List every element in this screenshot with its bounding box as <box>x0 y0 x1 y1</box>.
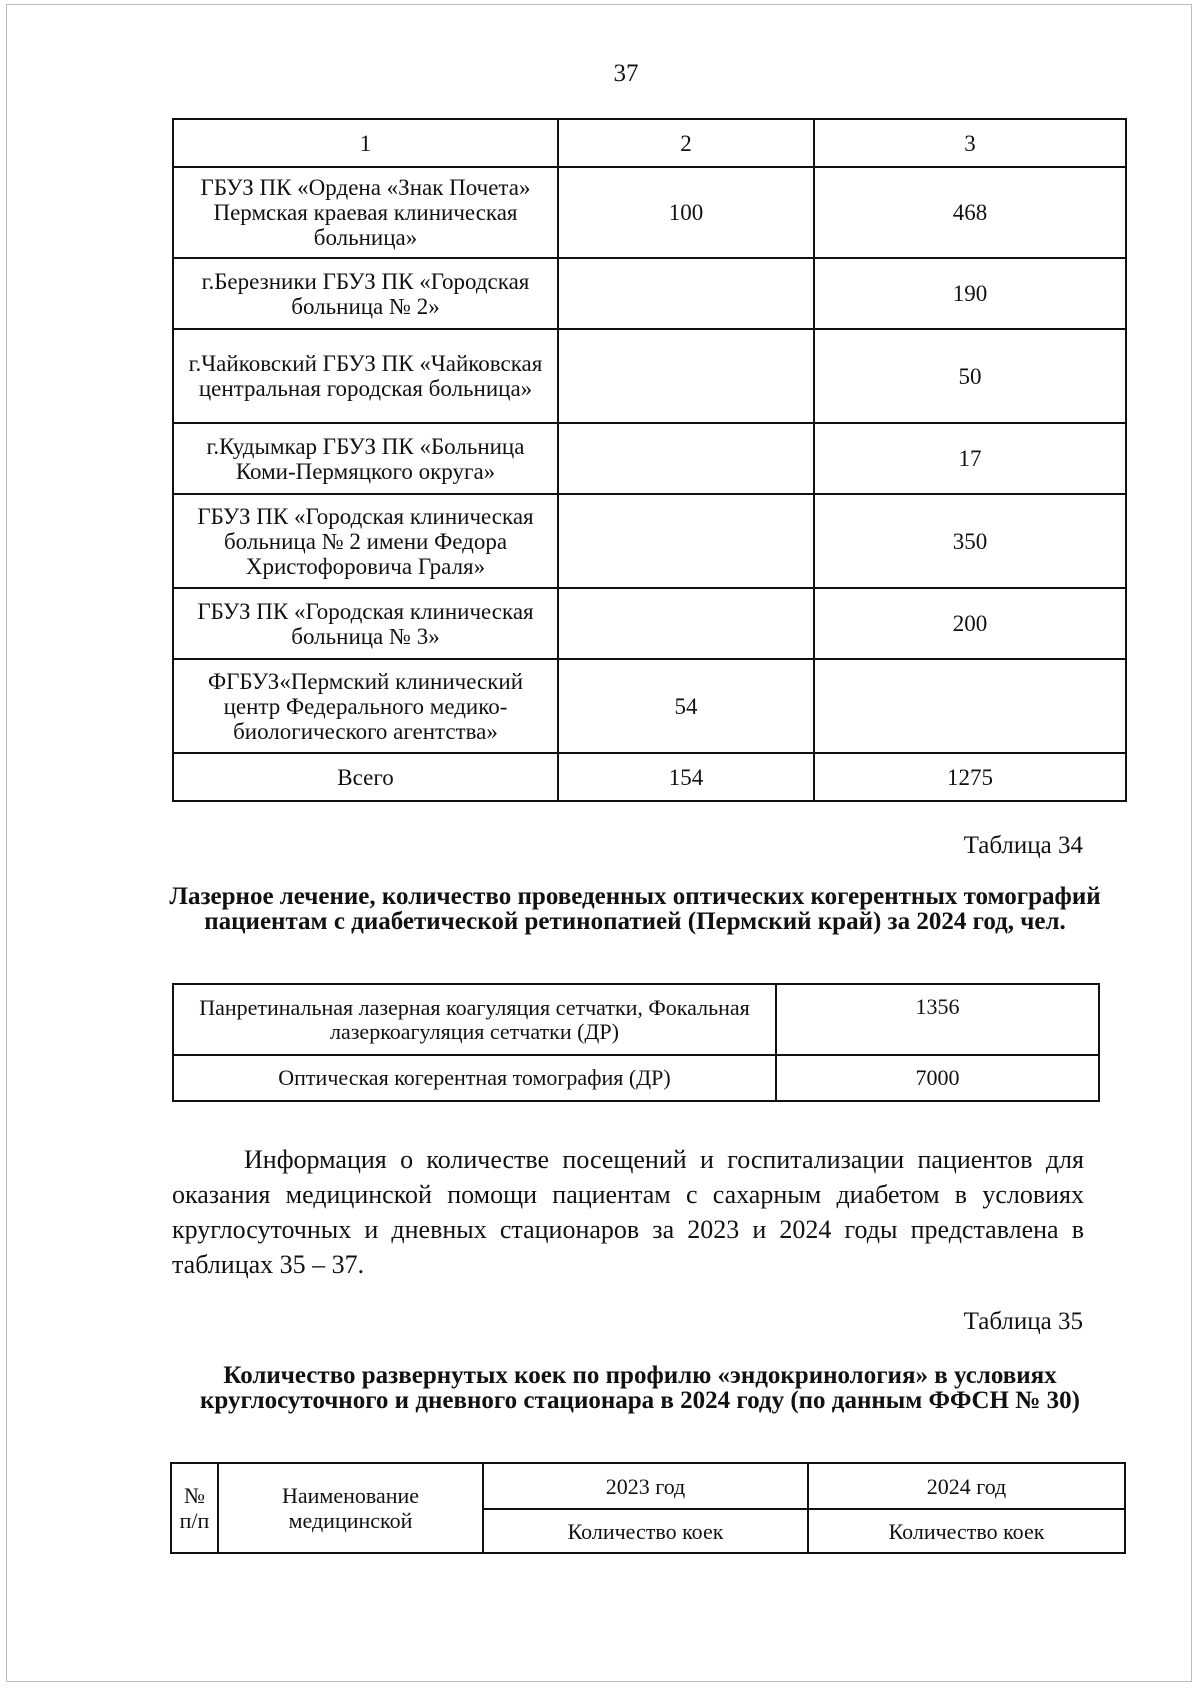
header-cell: 1 <box>173 119 558 167</box>
table-caption: Таблица 35 <box>963 1308 1083 1335</box>
info-paragraph: Информация о количестве посещений и госпитализации пациентов для оказания медицинской помощи пациентам с сахарным диабетом в условиях круглосуточных и дневных стационаров за 2023 и 2024 годы представлена в таблицах 35 – 37. <box>172 1145 1084 1279</box>
total-row <box>173 753 1126 801</box>
table-row <box>173 423 1126 494</box>
hospital-name: ГБУЗ ПК «Городская клиническая больница № 3» <box>173 588 558 659</box>
table-row <box>173 167 1126 258</box>
table-row <box>173 329 1126 423</box>
table-row <box>173 984 1099 1055</box>
value-cell <box>558 329 814 423</box>
value-cell: 7000 <box>776 1055 1099 1101</box>
total-value: 154 <box>558 753 814 801</box>
hospital-name: ГБУЗ ПК «Городская клиническая больница № 2 имени Федора Христофоровича Граля» <box>173 494 558 588</box>
table-caption: Таблица 34 <box>963 832 1083 859</box>
page-number: 37 <box>613 60 639 87</box>
header-cell: 2 <box>558 119 814 167</box>
hospital-name: ФГБУЗ«Пермский клинический центр Федерального медико-биологического агентства» <box>173 659 558 753</box>
hospital-name: ГБУЗ ПК «Ордена «Знак Почета» Пермская краевая клиническая больница» <box>173 167 558 258</box>
value-cell <box>558 588 814 659</box>
table-row <box>173 588 1126 659</box>
beds-count-header: Количество коек <box>808 1509 1125 1553</box>
year-header: 2023 год <box>483 1463 808 1509</box>
value-cell: 468 <box>814 167 1126 258</box>
value-cell <box>814 659 1126 753</box>
table-row <box>173 1055 1099 1101</box>
year-header: 2024 год <box>808 1463 1125 1509</box>
value-cell <box>558 494 814 588</box>
value-cell: 350 <box>814 494 1126 588</box>
procedure-name: Оптическая когерентная томография (ДР) <box>173 1055 776 1101</box>
value-cell: 190 <box>814 258 1126 329</box>
table-row <box>173 494 1126 588</box>
hospital-name: г.Кудымкар ГБУЗ ПК «Больница Коми-Пермяцкого округа» <box>173 423 558 494</box>
value-cell: 17 <box>814 423 1126 494</box>
value-cell: 54 <box>558 659 814 753</box>
table-header-row <box>173 119 1126 167</box>
table-row <box>173 659 1126 753</box>
table-row <box>173 258 1126 329</box>
beds-table <box>170 1462 1126 1554</box>
hospital-name: г.Березники ГБУЗ ПК «Городская больница № 2» <box>173 258 558 329</box>
value-cell: 50 <box>814 329 1126 423</box>
laser-treatment-table <box>172 983 1100 1102</box>
number-header: № п/п <box>171 1463 218 1553</box>
value-cell: 100 <box>558 167 814 258</box>
beds-count-header: Количество коек <box>483 1509 808 1553</box>
value-cell: 1356 <box>776 984 1099 1055</box>
hospital-name: г.Чайковский ГБУЗ ПК «Чайковская центральная городская больница» <box>173 329 558 423</box>
table-header-row <box>171 1463 1125 1509</box>
hospital-table <box>172 118 1127 802</box>
value-cell: 200 <box>814 588 1126 659</box>
procedure-name: Панретинальная лазерная коагуляция сетчатки, Фокальная лазеркоагуляция сетчатки (ДР) <box>173 984 776 1055</box>
table-title: Количество развернутых коек по профилю «эндокринология» в условиях круглосуточного и дневного стационара в 2024 году (по данным ФФСН № 30) <box>200 1362 1080 1414</box>
value-cell <box>558 258 814 329</box>
value-cell <box>558 423 814 494</box>
total-label: Всего <box>173 753 558 801</box>
name-header: Наименование медицинской <box>218 1463 483 1553</box>
total-value: 1275 <box>814 753 1126 801</box>
header-cell: 3 <box>814 119 1126 167</box>
table-title: Лазерное лечение, количество проведенных оптических когерентных томографий пациентам с диабетической ретинопатией (Пермский край) за 2024 год, чел. <box>169 883 1101 935</box>
